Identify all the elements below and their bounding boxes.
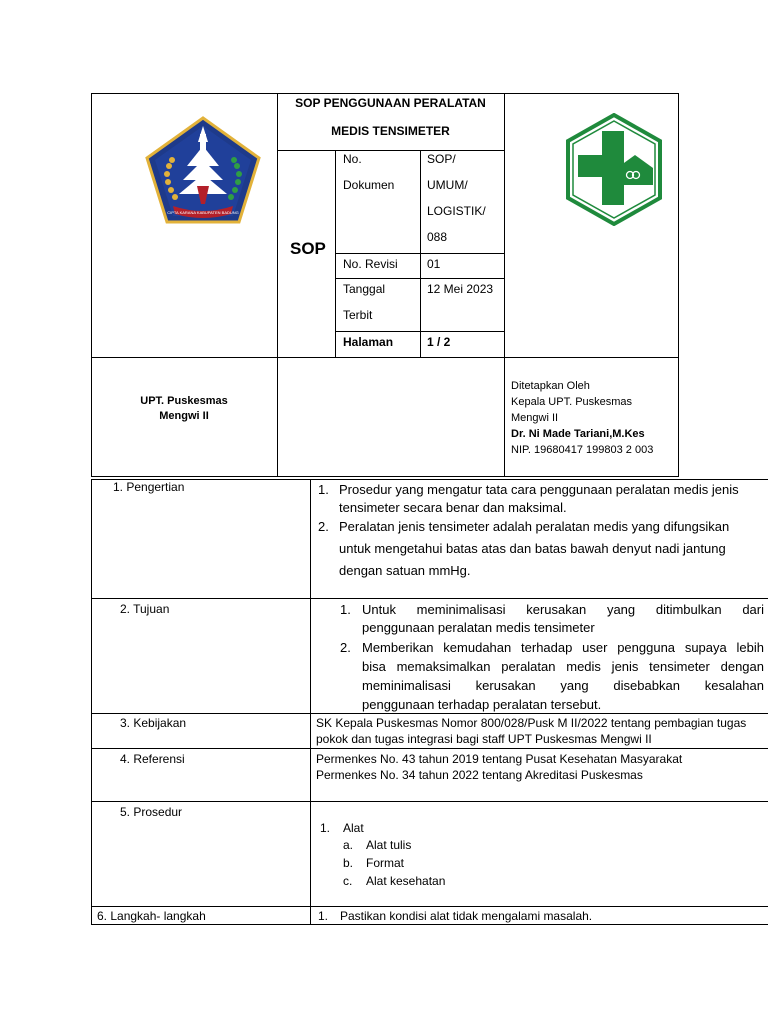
header-col-divider-sop <box>335 150 336 358</box>
tujuan-item2-num: 2. <box>340 640 351 655</box>
header-bottom-border <box>91 476 679 477</box>
header-col-divider-1 <box>277 93 278 477</box>
sop-title-line-1: SOP PENGGUNAAN PERALATAN <box>295 96 486 110</box>
approval-name: Dr. Ni Made Tariani,M.Kes <box>511 428 645 440</box>
doc-no-value-2: UMUM/ <box>427 178 468 192</box>
pengertian-item1-line2: tensimeter secara benar dan maksimal. <box>339 500 567 515</box>
row-divider-5 <box>91 906 768 907</box>
tujuan-item2-line3: meminimalisasi kerusakan yang disebabkan kesalahan <box>362 678 764 693</box>
section-label-pengertian: 1. Pengertian <box>113 480 185 494</box>
prosedur-item-a-text: Alat tulis <box>366 838 412 852</box>
kebijakan-line2: pokok dan tugas integrasi bagi staff UPT Puskesmas Mengwi II <box>316 732 652 746</box>
tujuan-item2-line4: penggunaan terhadap peralatan tersebut. <box>362 697 602 712</box>
section-label-tujuan: 2. Tujuan <box>120 602 170 616</box>
section-label-kebijakan: 3. Kebijakan <box>120 716 187 730</box>
tujuan-item2-line1: Memberikan kemudahan terhadap user pengguna supaya lebih <box>362 640 764 655</box>
prosedur-item-a-letter: a. <box>343 838 354 852</box>
section-label-referensi: 4. Referensi <box>120 752 185 766</box>
body-top-border <box>91 479 768 480</box>
sop-label: SOP <box>290 239 326 258</box>
header-col-divider-2 <box>504 93 505 477</box>
header-col-divider-meta <box>420 150 421 358</box>
prosedur-alat-num: 1. <box>320 821 331 835</box>
pengertian-item2-line1: Peralatan jenis tensimeter adalah peralatan medis yang difungsikan <box>339 519 730 534</box>
langkah-step1-num: 1. <box>318 909 329 923</box>
sop-title-line-2: MEDIS TENSIMETER <box>331 124 450 138</box>
section-label-langkah: 6. Langkah- langkah <box>97 909 206 923</box>
prosedur-item-c-letter: c. <box>343 874 353 888</box>
body-bottom-border <box>91 924 768 925</box>
approval-line-3: Mengwi II <box>511 412 559 424</box>
referensi-line2: Permenkes No. 34 tahun 2022 tentang Akreditasi Puskesmas <box>316 768 643 782</box>
pengertian-item2-num: 2. <box>318 519 329 534</box>
doc-no-value-1: SOP/ <box>427 152 456 166</box>
pengertian-item2-line3: dengan satuan mmHg. <box>339 563 471 578</box>
tujuan-item1-num: 1. <box>340 602 351 617</box>
tujuan-item1-line2: penggunaan peralatan medis tensimeter <box>362 620 595 635</box>
pengertian-item2-line2: untuk mengetahui batas atas dan batas bawah denyut nadi jantung <box>339 541 726 556</box>
header-top-border <box>91 93 679 94</box>
header-right-border <box>678 93 679 477</box>
tujuan-item1-line1: Untuk meminimalisasi kerusakan yang ditimbulkan dari <box>362 602 764 617</box>
tanggal-label-2: Terbit <box>343 308 373 322</box>
section-label-prosedur: 5. Prosedur <box>120 805 183 819</box>
svg-text:CIPTA KARANA KABUPATEN BADUNG: CIPTA KARANA KABUPATEN BADUNG <box>167 210 239 215</box>
row-divider-3 <box>91 748 768 749</box>
tanggal-value: 12 Mei 2023 <box>427 282 494 296</box>
referensi-line1: Permenkes No. 43 tahun 2019 tentang Pusat Kesehatan Masyarakat <box>316 752 683 766</box>
tujuan-item2-line2: bisa memaksimalkan peralatan medis jenis tensimeter dengan <box>362 659 764 674</box>
doc-no-value-4: 088 <box>427 230 448 244</box>
doc-no-label-1: No. <box>343 152 362 166</box>
prosedur-item-c-text: Alat kesehatan <box>366 874 446 888</box>
title-divider <box>277 150 504 151</box>
langkah-step1-text: Pastikan kondisi alat tidak mengalami masalah. <box>340 909 593 923</box>
doc-no-value-3: LOGISTIK/ <box>427 204 486 218</box>
org-name-line-1: UPT. Puskesmas <box>140 395 228 407</box>
body-left-border <box>91 479 92 925</box>
pengertian-item1-num: 1. <box>318 482 329 497</box>
org-name-line-2: Mengwi II <box>159 410 209 422</box>
prosedur-alat-label: Alat <box>343 821 364 835</box>
revisi-label: No. Revisi <box>343 257 398 271</box>
row-divider-4 <box>91 801 768 802</box>
approval-line-1: Ditetapkan Oleh <box>511 380 590 392</box>
doc-no-label-2: Dokumen <box>343 178 395 192</box>
puskesmas-cross-logo <box>565 113 663 226</box>
halaman-label: Halaman <box>343 335 394 349</box>
approval-line-2: Kepala UPT. Puskesmas <box>511 396 633 408</box>
prosedur-item-b-letter: b. <box>343 856 354 870</box>
header-mid-border <box>91 357 679 358</box>
revisi-value: 01 <box>427 257 441 271</box>
row-divider-2 <box>91 713 768 714</box>
badung-seal-logo <box>145 116 261 224</box>
body-col-divider <box>310 479 311 925</box>
halaman-value: 1 / 2 <box>427 335 451 349</box>
pengertian-item1-line1: Prosedur yang mengatur tata cara penggunaan peralatan medis jenis <box>339 482 739 497</box>
row-divider-1 <box>91 598 768 599</box>
kebijakan-line1: SK Kepala Puskesmas Nomor 800/028/Pusk M II/2022 tentang pembagian tugas <box>316 716 747 730</box>
prosedur-item-b-text: Format <box>366 856 405 870</box>
tanggal-label-1: Tanggal <box>343 282 386 296</box>
approval-nip: NIP. 19680417 199803 2 003 <box>511 444 654 456</box>
